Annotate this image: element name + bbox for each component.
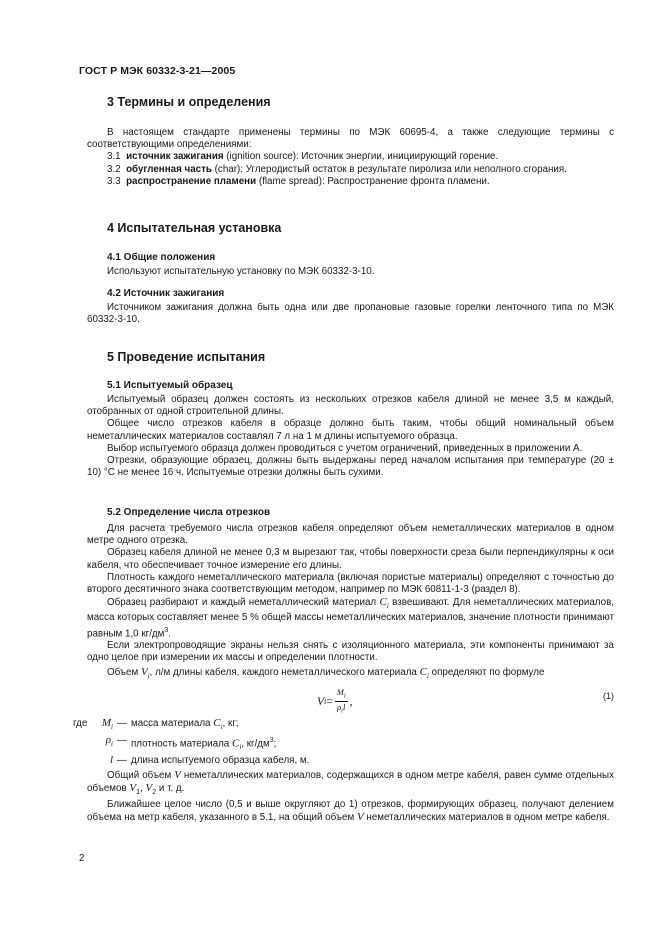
term-name: источник зажигания <box>126 151 224 163</box>
term-name: распространение пламени <box>126 175 257 187</box>
paragraph: Если электропроводящие экраны нельзя снять с изоляционного материала, эти компоненты принимают за одно целое при измерении их массы и определении плотности. <box>87 640 614 664</box>
formula-legend <box>73 717 614 767</box>
section-4-1 <box>87 252 614 278</box>
legend-row: $\rho_i$ — плотность материала $C_i$, $кг/дм^3$; <box>105 733 277 751</box>
section-3 <box>87 95 614 109</box>
term-definition: (ignition source): Источник энергии, инициирующий горение. <box>223 151 499 163</box>
section-4-2 <box>87 288 614 326</box>
term-definition: (char): Углеродистый остаток в результате пиролиза или неполного сгорания. <box>211 163 567 175</box>
paragraph: Испытуемый образец должен состоять из нескольких отрезков кабеля длиной не менее 3,5 м каждый, отобранных от одной строительной длины. <box>87 394 614 418</box>
section-5 <box>87 350 614 364</box>
paragraph: Отрезки, образующие образец, должны быть выдержаны перед началом испытания при температуре (20 ± 10) °С не менее 16 ч. Испытуемые отрезки должны быть сухими. <box>87 455 614 479</box>
fraction: $\frac{M_i}{\rho_il}$ <box>336 686 346 715</box>
term-3-2 <box>87 164 614 176</box>
paragraph: Образец разбирают и каждый неметаллический материал $C_i$ взвешивают. Для неметаллических материалов, масса которых составляет менее 5 % общей массы неметаллических материалов, значение плотности принимают равным 1,0 $кг/дм^3$. <box>87 596 614 639</box>
term-3-1 <box>87 151 614 163</box>
subsection-4-2-text: Источником зажигания должна быть одна или две пропановые газовые горелки ленточного типа по МЭК 60332-3-10. <box>87 302 614 326</box>
paragraph: Для расчета требуемого числа отрезков кабеля определяют объем неметаллических материалов в одном метре одного отрезка. <box>87 523 614 547</box>
legend-row: l — длина испытуемого образца кабеля, м. <box>109 753 310 766</box>
paragraph: Общий объем V неметаллических материалов, содержащихся в одном метре кабеля, равен сумме отдельных объемов $V_1$, $V_2$ и т. д. <box>87 768 614 796</box>
term-number: 3.3 <box>107 175 121 187</box>
subsection-4-2-title: 4.2 Источник зажигания <box>107 288 225 299</box>
paragraph: Выбор испытуемого образца должен проводиться с учетом ограничений, приведенных в приложении А. <box>107 442 583 454</box>
subsection-5-1-title: 5.1 Испытуемый образец <box>107 380 233 391</box>
section-4 <box>87 221 614 235</box>
term-name: обугленная часть <box>126 163 212 175</box>
formula-expression: V i = $\frac{M_i}{\rho_il}$ , <box>317 686 353 715</box>
paragraph: Объем $V_i$, л/м длины кабеля, каждого неметаллического материала $C_i$ определяют по формуле <box>107 666 545 681</box>
term-3-3 <box>87 176 614 188</box>
paragraph: Общее число отрезков кабеля в образце должно быть таким, чтобы общий номинальный объем неметаллических материалов составлял 7 л на 1 м длины испытуемого образца. <box>87 418 614 442</box>
subsection-4-1-text: Используют испытательную установку по МЭК 60332-3-10. <box>107 266 375 277</box>
term-number: 3.2 <box>107 163 121 175</box>
term-definition: (flame spread): Распространение фронта пламени. <box>256 175 490 187</box>
section-3-title: 3 Термины и определения <box>107 95 271 109</box>
section-5-title: 5 Проведение испытания <box>107 350 266 364</box>
legend-row: где $M_i$ — масса материала $C_i$, кг; <box>73 716 239 731</box>
section-5-1 <box>87 380 614 479</box>
paragraph: Образец кабеля длиной не менее 0,3 м вырезают так, чтобы поверхности среза были перпендикулярны к оси кабеля, что обеспечивает точное измерение его длины. <box>87 547 614 571</box>
term-number: 3.1 <box>107 151 121 163</box>
subsection-4-1-title: 4.1 Общие положения <box>107 252 216 263</box>
section-3-body <box>87 127 614 188</box>
paragraph: Плотность каждого неметаллического материала (включая пористые материалы) определяют с точностью до второго десятичного знака соответствующим методом, например по МЭК 60811-1-3 (раздел 8). <box>87 571 614 596</box>
document-header: ГОСТ Р МЭК 60332-3-21—2005 <box>79 65 236 77</box>
formula-1 <box>87 687 614 713</box>
section-3-intro: В настоящем стандарте применены термины по МЭК 60695-4, а также следующие термины с соответствующими определениями: <box>87 127 614 151</box>
formula-number: (1) <box>603 690 614 701</box>
subsection-5-2-title: 5.2 Определение числа отрезков <box>107 507 271 518</box>
section-4-title: 4 Испытательная установка <box>107 221 282 235</box>
page-number: 2 <box>79 853 85 864</box>
paragraph: Ближайшее целое число (0,5 и выше округляют до 1) отрезков, формирующих образец, получают делением объема на метр кабеля, указанного в 5.1, на общий объем V неметаллических материалов в одном метре кабеля. <box>87 799 614 824</box>
section-5-2 <box>73 507 614 825</box>
